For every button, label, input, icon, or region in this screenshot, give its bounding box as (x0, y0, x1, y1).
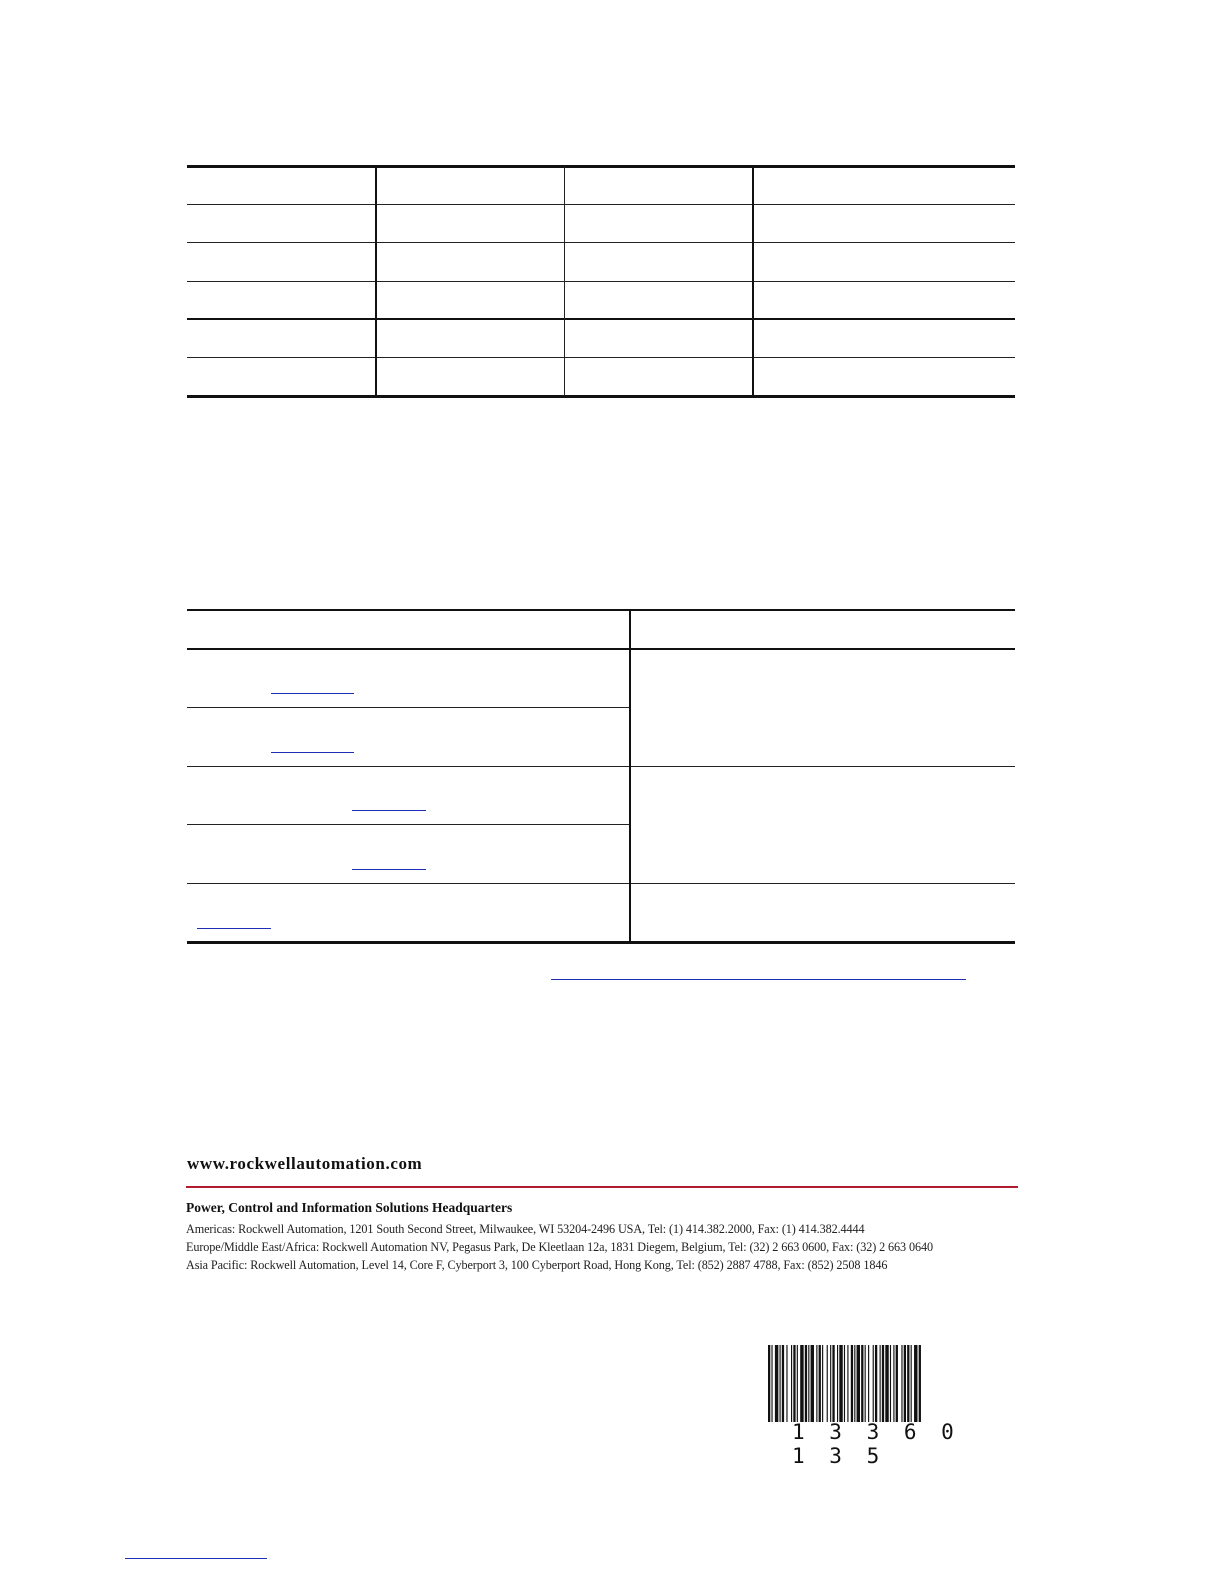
barcode-bar (847, 1345, 848, 1422)
address-americas: Americas: Rockwell Automation, 1201 South Second Street, Milwaukee, WI 53204-2496 USA, Tel: (1) 414.382.2000, Fax: (1) 414.382.4444 (186, 1222, 865, 1236)
barcode-bar (875, 1345, 877, 1422)
table-1-row-rule (187, 318, 1015, 320)
table-2-row-rule (187, 883, 1015, 884)
table-2-header-rule (187, 648, 1015, 650)
barcode-bar (791, 1345, 792, 1422)
headquarters-title: Power, Control and Information Solutions Headquarters (186, 1200, 513, 1215)
footer-red-rule (186, 1186, 1018, 1188)
barcode-bar (882, 1345, 884, 1422)
barcode-bar (822, 1345, 823, 1422)
address-asia-pacific: Asia Pacific: Rockwell Automation, Level 14, Core F, Cyberport 3, 100 Cyberport Road, Hong Kong, Tel: (852) 2887 4788, Fax: (852) 2508 1846 (186, 1258, 888, 1272)
bottom-link[interactable] (125, 1558, 267, 1559)
table-1-row-rule (187, 357, 1015, 358)
table-2-row-rule (187, 824, 629, 825)
barcode-bar (830, 1345, 831, 1422)
barcode-bar (873, 1345, 874, 1422)
barcode-bar (854, 1345, 855, 1422)
barcode-bar (775, 1345, 778, 1422)
table-2-link[interactable] (271, 693, 354, 694)
website-url[interactable]: www.rockwellautomation.com (187, 1154, 423, 1173)
barcode-bar (861, 1345, 863, 1422)
barcode-bar (782, 1345, 784, 1422)
barcode-bar (786, 1345, 787, 1422)
table-2-link[interactable] (271, 752, 354, 753)
barcode-bar (890, 1345, 891, 1422)
barcode-bar (832, 1345, 834, 1422)
barcode-bar (819, 1345, 821, 1422)
table-2-column-divider (629, 610, 631, 942)
barcode-bar (896, 1345, 898, 1422)
barcode-bar (901, 1345, 902, 1422)
barcode-bar (904, 1345, 906, 1422)
barcode-bar (914, 1345, 917, 1422)
barcode-bar (865, 1345, 866, 1422)
barcode-bar (768, 1345, 770, 1422)
barcode-bar (839, 1345, 842, 1422)
address-emea: Europe/Middle East/Africa: Rockwell Automation NV, Pegasus Park, De Kleetlaan 12a, 1831 Diegem, Belgium, Tel: (32) 2 663 0600, Fax: (32) 2 663 0640 (186, 1240, 933, 1254)
table-1-column-divider (752, 166, 754, 396)
barcode-bar (844, 1345, 845, 1422)
barcode-bar (851, 1345, 853, 1422)
table-2-link[interactable] (197, 928, 271, 929)
barcode-bar (797, 1345, 798, 1422)
barcode-bar (811, 1345, 814, 1422)
barcode-bar (827, 1345, 828, 1422)
barcode-bar (857, 1345, 860, 1422)
barcode-bar (885, 1345, 888, 1422)
table-2-top-rule (187, 609, 1015, 611)
barcode-bar (793, 1345, 795, 1422)
barcode-bar (808, 1345, 809, 1422)
table-1-row-rule (187, 242, 1015, 243)
barcode-bar (805, 1345, 807, 1422)
table-2-row-rule (187, 707, 629, 708)
barcode-bar (771, 1345, 772, 1422)
barcode-number: 1 3 3 6 0 1 3 5 (792, 1420, 960, 1468)
barcode-bar (911, 1345, 912, 1422)
barcode-bar (800, 1345, 803, 1422)
table-2-link[interactable] (352, 869, 426, 870)
table-2-bottom-rule (187, 941, 1015, 944)
table-1-bottom-rule (187, 395, 1015, 398)
barcode-bar (907, 1345, 909, 1422)
barcode-image (768, 1345, 1014, 1422)
barcode-bar (880, 1345, 881, 1422)
barcode-bar (780, 1345, 781, 1422)
barcode-bar (837, 1345, 838, 1422)
table-1-top-rule (187, 165, 1015, 168)
barcode-bar (893, 1345, 894, 1422)
table-1-row-rule (187, 204, 1015, 205)
table-1-row-rule (187, 281, 1015, 282)
publication-link[interactable] (551, 979, 966, 980)
table-2-row-rule (187, 766, 1015, 767)
table-1-column-divider (375, 166, 377, 396)
barcode-bar (816, 1345, 817, 1422)
barcode-bar (868, 1345, 869, 1422)
table-1-column-divider (564, 166, 565, 396)
table-2-link[interactable] (352, 810, 426, 811)
barcode-bar (919, 1345, 921, 1422)
